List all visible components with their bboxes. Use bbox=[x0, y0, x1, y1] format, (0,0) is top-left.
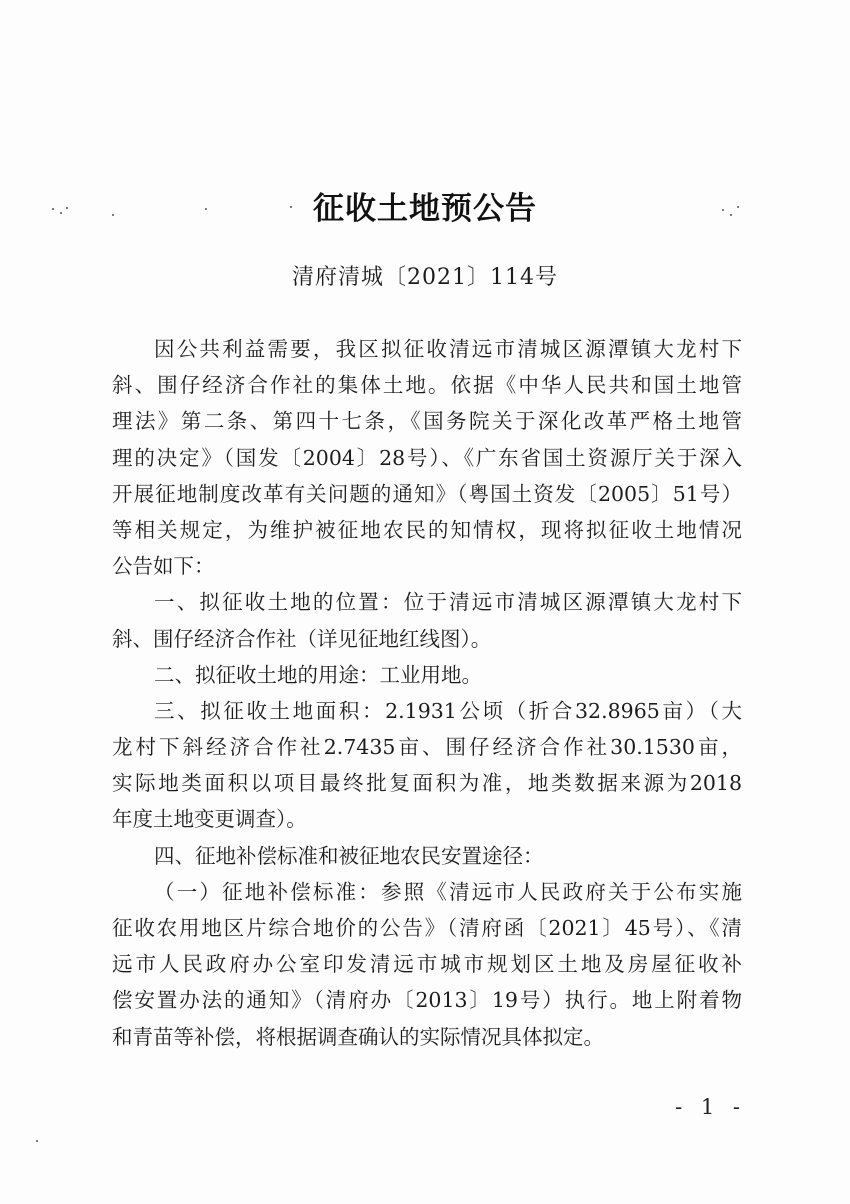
body-line: 等相关规定，为维护被征地农民的知情权，现将拟征收土地情况 bbox=[112, 517, 742, 542]
body-line: 斜、围仔经济合作社的集体土地。依据《中华人民共和国土地管 bbox=[112, 373, 742, 398]
body-line: 二、拟征收土地的用途：工业用地。 bbox=[154, 662, 482, 687]
body-line: 因公共利益需要，我区拟征收清远市清城区源潭镇大龙村下 bbox=[154, 337, 742, 361]
document-body bbox=[112, 331, 742, 1055]
body-line: 斜、围仔经济合作社（详见征地红线图）。 bbox=[112, 626, 492, 651]
body-line: 和青苗等补偿，将根据调查确认的实际情况具体拟定。 bbox=[112, 1024, 604, 1049]
body-line: 理法》第二条、第四十七条，《国务院关于深化改革严格土地管 bbox=[112, 409, 742, 434]
body-line: 公告如下： bbox=[112, 554, 215, 579]
body-line: 四、征地补偿标准和被征地农民安置途径： bbox=[154, 843, 544, 868]
body-line: 一、拟征收土地的位置：位于清远市清城区源潭镇大龙村下 bbox=[154, 590, 742, 615]
page-number: - 1 - bbox=[675, 1095, 746, 1119]
document-number: 清府清城〔2021〕114号 bbox=[292, 265, 558, 290]
body-line: 偿安置办法的通知》（清府办〔2013〕19号）执行。地上附着物 bbox=[112, 988, 742, 1013]
body-line: 龙村下斜经济合作社2.7435亩、围仔经济合作社30.1530亩， bbox=[112, 735, 742, 760]
body-line: 年度土地变更调查）。 bbox=[112, 807, 307, 832]
scan-speck bbox=[36, 1140, 38, 1142]
body-line: （一）征地补偿标准：参照《清远市人民政府关于公布实施 bbox=[154, 879, 742, 904]
body-line: 征收农用地区片综合地价的公告》（清府函〔2021〕45号）、《清 bbox=[112, 916, 742, 940]
document-title: 征收土地预公告 bbox=[313, 191, 537, 227]
body-line: 三、拟征收土地面积：2.1931公顷（折合32.8965亩）（大 bbox=[154, 698, 742, 723]
body-line: 实际地类面积以项目最终批复面积为准，地类数据来源为2018 bbox=[112, 771, 742, 796]
body-line: 远市人民政府办公室印发清远市城市规划区土地及房屋征收补 bbox=[112, 952, 742, 977]
body-line: 开展征地制度改革有关问题的通知》（粤国土资发〔2005〕51号） bbox=[112, 481, 742, 506]
body-line: 理的决定》（国发〔2004〕28号）、《广东省国土资源厅关于深入 bbox=[112, 445, 742, 470]
